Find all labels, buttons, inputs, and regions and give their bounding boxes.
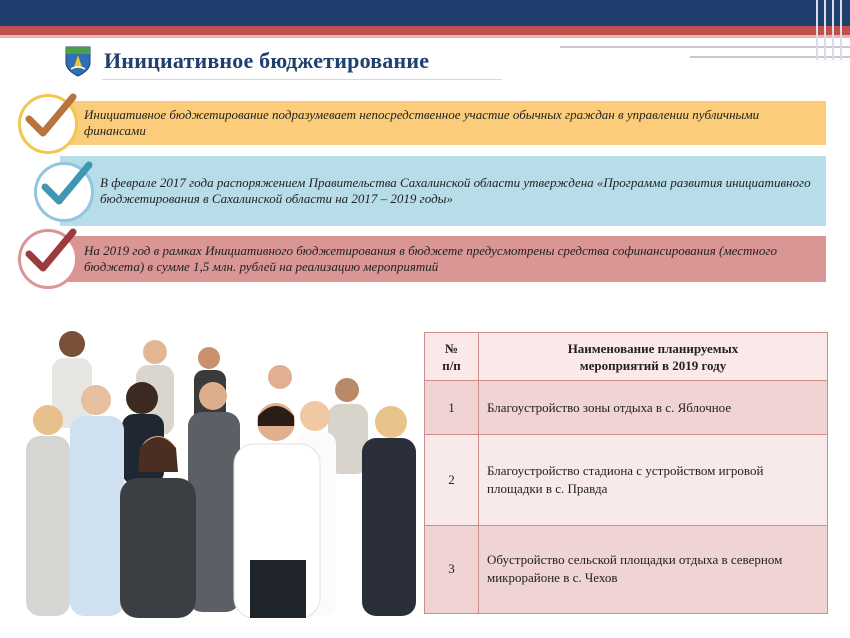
row-activity-name: Обустройство сельской площадки отдыха в северном микрорайоне в с. Чехов xyxy=(479,525,828,613)
table-header-row xyxy=(425,333,828,381)
group-of-people-illustration xyxy=(12,322,417,618)
row-activity-name: Благоустройство стадиона с устройством игровой площадки в с. Правда xyxy=(479,435,828,525)
check-icon xyxy=(18,94,78,154)
table-row xyxy=(425,435,828,525)
info-point-text: Инициативное бюджетирование подразумевает непосредственное участие обычных граждан в управлении публичными финансами xyxy=(84,107,760,138)
title-row xyxy=(64,44,429,78)
planned-activities-table xyxy=(424,332,828,614)
row-number: 2 xyxy=(425,435,479,525)
column-header-name: Наименование планируемых мероприятий в 2019 году xyxy=(479,333,828,381)
info-point-3 xyxy=(60,236,826,282)
title-underline xyxy=(102,79,502,80)
header-accent-band xyxy=(0,26,850,35)
table-row xyxy=(425,525,828,613)
coat-of-arms-icon xyxy=(64,45,92,77)
decorative-line xyxy=(560,46,850,48)
info-point-text: На 2019 год в рамках Инициативного бюджетирования в бюджете предусмотрены средства софинансирования (местного бюджета) в сумме 1,5 млн. рублей на реализацию мероприятий xyxy=(84,243,777,274)
decorative-stripes xyxy=(810,0,850,60)
row-activity-name: Благоустройство зоны отдыха в с. Яблочное xyxy=(479,381,828,435)
info-point-2 xyxy=(60,156,826,226)
row-number: 1 xyxy=(425,381,479,435)
column-header-number: № п/п xyxy=(425,333,479,381)
table-row xyxy=(425,381,828,435)
check-icon xyxy=(18,229,78,289)
header-accent-line xyxy=(0,35,850,38)
info-point-text: В феврале 2017 года распоряжением Правительства Сахалинской области утверждена «Программа развития инициативного бюджетирования в Сахалинской области на 2017 – 2019 годы» xyxy=(100,175,811,206)
info-point-1 xyxy=(60,101,826,145)
header-band xyxy=(0,0,850,26)
row-number: 3 xyxy=(425,525,479,613)
check-icon xyxy=(34,162,94,222)
page-title: Инициативное бюджетирование xyxy=(104,48,430,73)
